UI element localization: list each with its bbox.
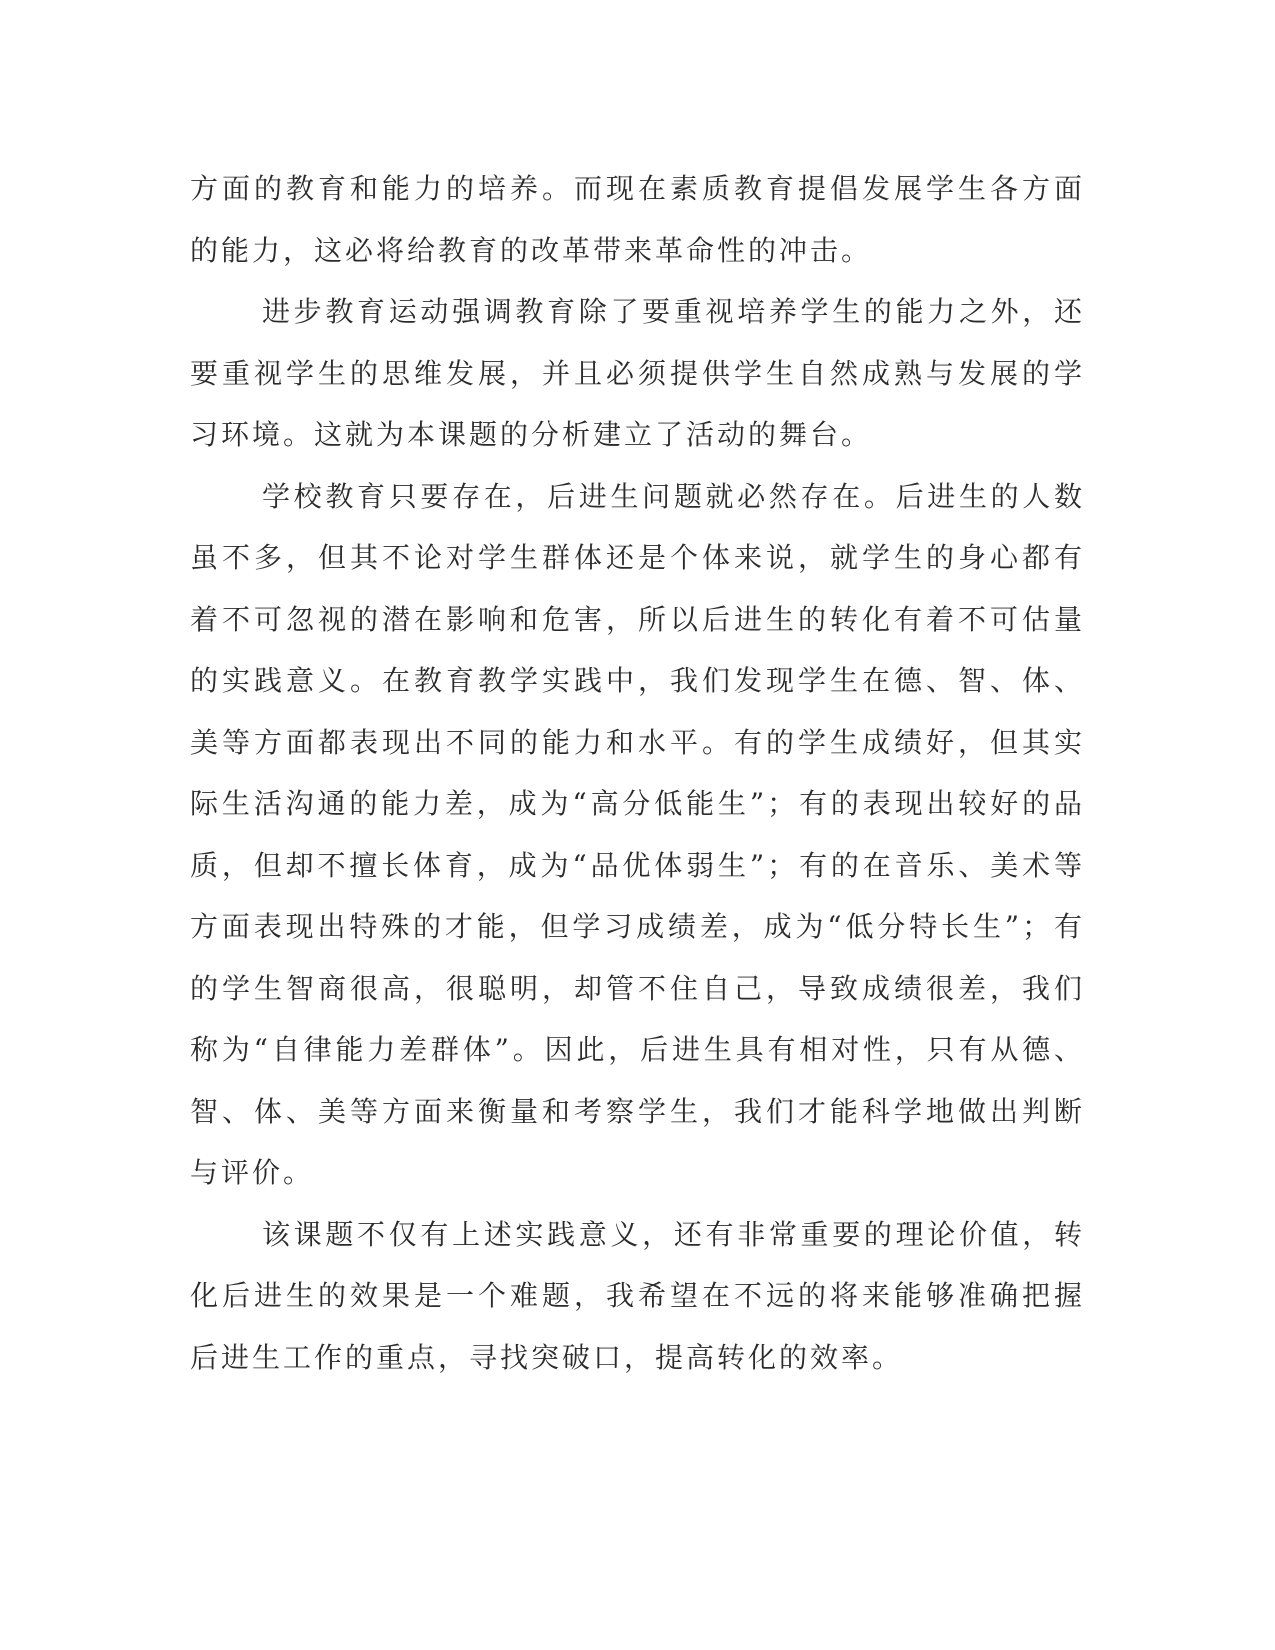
paragraph-4: 该课题不仅有上述实践意义，还有非常重要的理论价值，转化后进生的效果是一个难题，我希望在不远的将来能够准确把握后进生工作的重点，寻找突破口，提高转化的效率。 xyxy=(190,1217,1085,1374)
paragraph-2: 进步教育运动强调教育除了要重视培养学生的能力之外，还要重视学生的思维发展，并且必须提供学生自然成熟与发展的学习环境。这就为本课题的分析建立了活动的舞台。 xyxy=(190,295,1085,451)
body-text xyxy=(190,158,1085,1388)
paragraph-1: 方面的教育和能力的培养。而现在素质教育提倡发展学生各方面的能力，这必将给教育的改革带来革命性的冲击。 xyxy=(190,172,1085,267)
paragraph-3: 学校教育只要存在，后进生问题就必然存在。后进生的人数虽不多，但其不论对学生群体还是个体来说，就学生的身心都有着不可忽视的潜在影响和危害，所以后进生的转化有着不可估量的实践意义。在教育教学实践中，我们发现学生在德、智、体、美等方面都表现出不同的能力和水平。有的学生成绩好，但其实际生活沟通的能力差，成为“高分低能生”；有的表现出较好的品质，但却不擅长体育，成为“品优体弱生”；有的在音乐、美术等方面表现出特殊的才能，但学习成绩差，成为“低分特长生”；有的学生智商很高，很聪明，却管不住自己，导致成绩很差，我们称为“自律能力差群体”。因此，后进生具有相对性，只有从德、智、体、美等方面来衡量和考察学生，我们才能科学地做出判断与评价。 xyxy=(190,479,1085,1189)
